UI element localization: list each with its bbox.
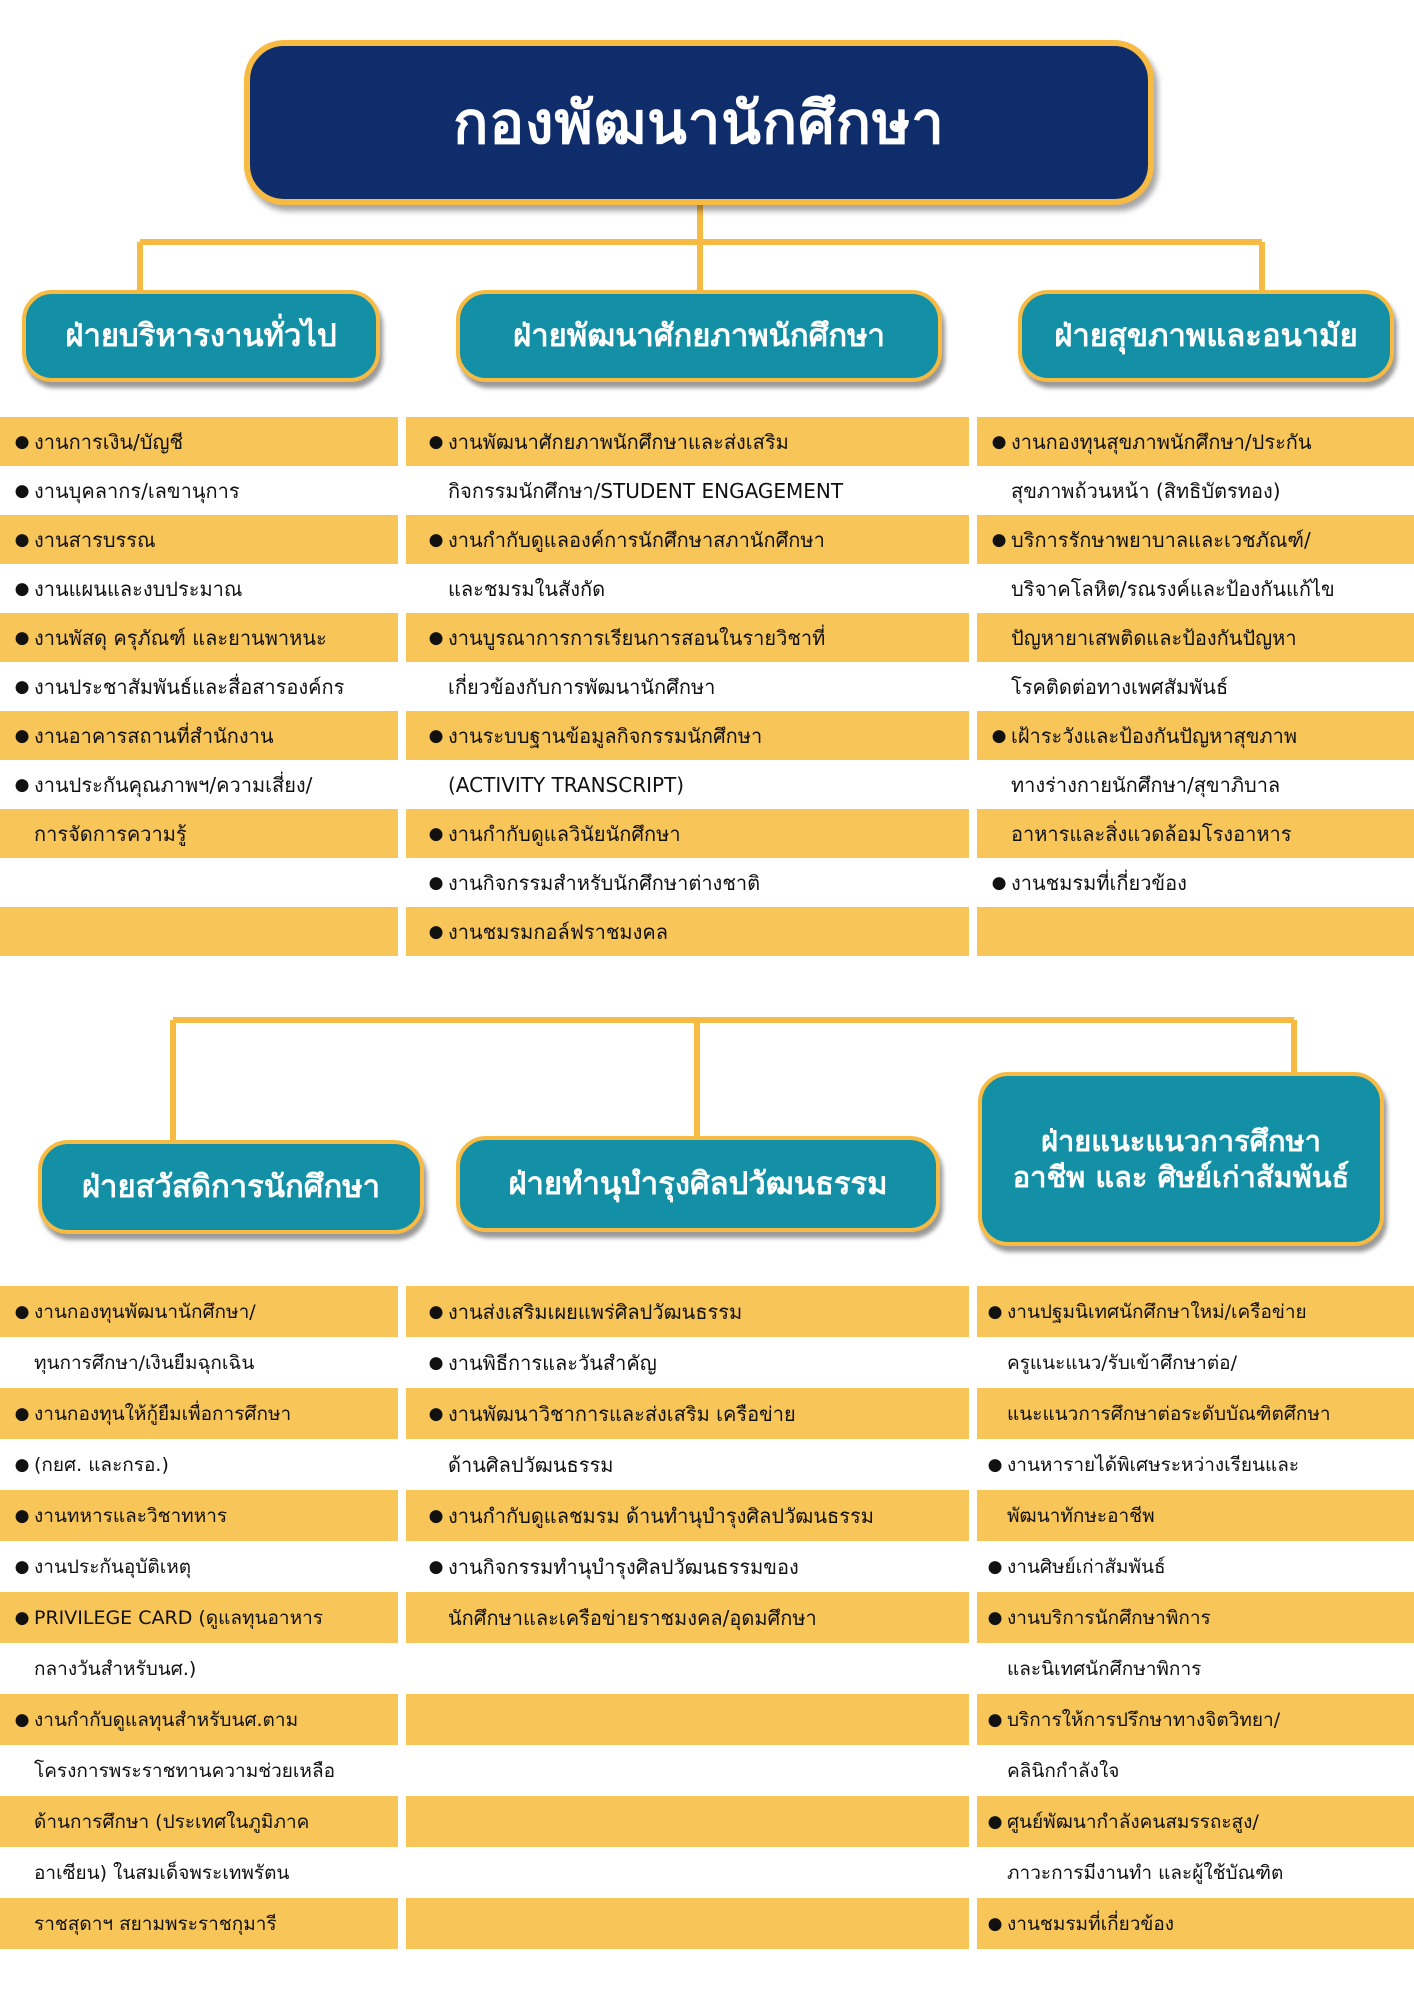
list-item-text: งานกำกับดูแลวินัยนักศึกษา (448, 821, 681, 846)
list-item (977, 613, 1414, 662)
list-item (0, 1439, 398, 1490)
list-item-text: งานกำกับดูแลทุนสำหรับนศ.ตาม (34, 1708, 299, 1731)
bullet-icon: ● (987, 1709, 1003, 1730)
list-item (0, 858, 398, 907)
list-item (406, 907, 969, 956)
bullet-icon: ● (428, 1301, 444, 1322)
list-item (0, 809, 398, 858)
title-box (244, 40, 1154, 205)
bullet-icon: ● (428, 1352, 444, 1373)
bullet-icon: ● (14, 1403, 30, 1424)
list-item-text: ด้านศิลปวัฒนธรรม (448, 1452, 614, 1477)
bullet-icon: ● (991, 529, 1007, 550)
list-item (0, 1898, 398, 1949)
list-item-text: โครงการพระราชทานความช่วยเหลือ (34, 1759, 336, 1782)
bullet-icon: ● (987, 1811, 1003, 1832)
list-item-text: แนะแนวการศึกษาต่อระดับบัณฑิตศึกษา (1007, 1402, 1331, 1425)
list-item-text: การจัดการความรู้ (34, 821, 187, 846)
list-item-text: ราชสุดาฯ สยามพระราชกุมารี (34, 1912, 277, 1935)
list-item-text: งานทหารและวิชาทหาร (34, 1504, 228, 1527)
list-item-text: ศูนย์พัฒนากำลังคนสมรรถะสูง/ (1007, 1810, 1259, 1833)
list-item (977, 564, 1414, 613)
bullet-icon: ● (14, 480, 30, 501)
list-item (977, 1439, 1414, 1490)
list-item-text: งานพัฒนาศักยภาพนักศึกษาและส่งเสริม (448, 429, 789, 454)
list-item-text: งานกองทุนให้กู้ยืมเพื่อการศึกษา (34, 1402, 292, 1425)
division-header-student-welfare (38, 1140, 424, 1234)
bullet-icon: ● (428, 627, 444, 648)
list-item (0, 1643, 398, 1694)
bullet-icon: ● (14, 1505, 30, 1526)
list-item (0, 662, 398, 711)
list-item-text: อาเซียน) ในสมเด็จพระเทพรัตน (34, 1861, 290, 1884)
division-header-label: ฝ่ายสุขภาพและอนามัย (1054, 317, 1358, 354)
list-item (977, 1898, 1414, 1949)
list-item (406, 809, 969, 858)
list-item (977, 662, 1414, 711)
bullet-icon: ● (14, 1454, 30, 1475)
list-item (977, 809, 1414, 858)
bullet-icon: ● (14, 578, 30, 599)
bullet-icon: ● (14, 725, 30, 746)
list-item-text: งานระบบฐานข้อมูลกิจกรรมนักศึกษา (448, 723, 763, 748)
list-item (977, 1745, 1414, 1796)
list-item-text: (กยศ. และกรอ.) (34, 1453, 169, 1476)
list-item (406, 1694, 969, 1745)
list-item (977, 1541, 1414, 1592)
list-item-text: ด้านการศึกษา (ประเทศในภูมิภาค (34, 1810, 310, 1833)
list-item (406, 613, 969, 662)
division-items-health (977, 417, 1414, 956)
bullet-icon: ● (14, 529, 30, 550)
list-item (406, 417, 969, 466)
list-item (0, 613, 398, 662)
list-item (977, 417, 1414, 466)
list-item-text: นักศึกษาและเครือข่ายราชมงคล/อุดมศึกษา (448, 1605, 817, 1630)
list-item (406, 1286, 969, 1337)
list-item-text: คลินิกกำลังใจ (1007, 1759, 1120, 1782)
bullet-icon: ● (14, 1709, 30, 1730)
bullet-icon: ● (991, 872, 1007, 893)
bullet-icon: ● (987, 1556, 1003, 1577)
bullet-icon: ● (987, 1913, 1003, 1934)
list-item (406, 1490, 969, 1541)
list-item-text: ปัญหายาเสพติดและป้องกันปัญหา (1011, 625, 1297, 650)
division-items-general-admin (0, 417, 398, 956)
list-item-text: งานกิจกรรมสำหรับนักศึกษาต่างชาติ (448, 870, 761, 895)
bullet-icon: ● (14, 627, 30, 648)
list-item-text: งานพิธีการและวันสำคัญ (448, 1350, 657, 1375)
division-items-guidance-alumni (977, 1286, 1414, 1949)
list-item-text: งานประกันคุณภาพฯ/ความเสี่ยง/ (34, 772, 313, 797)
list-item (0, 1745, 398, 1796)
list-item (0, 711, 398, 760)
list-item-text: ทุนการศึกษา/เงินยืมฉุกเฉิน (34, 1351, 255, 1374)
bullet-icon: ● (428, 823, 444, 844)
list-item (0, 1388, 398, 1439)
list-item (406, 466, 969, 515)
bullet-icon: ● (428, 1556, 444, 1577)
list-item (0, 1847, 398, 1898)
list-item (0, 515, 398, 564)
list-item-text: เฝ้าระวังและป้องกันปัญหาสุขภาพ (1011, 723, 1298, 748)
bullet-icon: ● (428, 1403, 444, 1424)
bullet-icon: ● (14, 1301, 30, 1322)
list-item-text: อาหารและสิ่งแวดล้อมโรงอาหาร (1011, 821, 1292, 846)
division-header-label: ฝ่ายพัฒนาศักยภาพนักศึกษา (513, 317, 885, 354)
list-item (977, 907, 1414, 956)
list-item-text: บริการให้การปรึกษาทางจิตวิทยา/ (1007, 1708, 1281, 1731)
list-item (0, 417, 398, 466)
list-item (406, 711, 969, 760)
list-item (406, 1439, 969, 1490)
list-item-text: ทางร่างกายนักศึกษา/สุขาภิบาล (1011, 772, 1281, 797)
division-header-arts-culture (456, 1136, 940, 1232)
division-header-health (1018, 290, 1394, 382)
list-item-text: ภาวะการมีงานทำ และผู้ใช้บัณฑิต (1007, 1861, 1284, 1884)
list-item (406, 760, 969, 809)
bullet-icon: ● (987, 1454, 1003, 1475)
list-item (977, 515, 1414, 564)
list-item-text: งานชมรมที่เกี่ยวข้อง (1007, 1912, 1175, 1935)
list-item-text: งานพัสดุ ครุภัณฑ์ และยานพาหนะ (34, 625, 327, 650)
list-item-text: กลางวันสำหรับนศ.) (34, 1657, 197, 1680)
list-item-text: งานกำกับดูแลชมรม ด้านทำนุบำรุงศิลปวัฒนธรรม (448, 1503, 874, 1528)
list-item-text: งานกำกับดูแลองค์การนักศึกษาสภานักศึกษา (448, 527, 825, 552)
bullet-icon: ● (14, 774, 30, 795)
list-item (0, 564, 398, 613)
list-item (406, 515, 969, 564)
list-item (406, 1847, 969, 1898)
list-item-text: สุขภาพถ้วนหน้า (สิทธิบัตรทอง) (1011, 478, 1281, 503)
bullet-icon: ● (428, 872, 444, 893)
list-item (977, 466, 1414, 515)
page-title: กองพัฒนานักศึกษา (453, 89, 945, 157)
list-item (0, 1592, 398, 1643)
list-item (406, 1388, 969, 1439)
list-item (977, 858, 1414, 907)
list-item (977, 1592, 1414, 1643)
bullet-icon: ● (14, 431, 30, 452)
bullet-icon: ● (987, 1301, 1003, 1322)
bullet-icon: ● (14, 1607, 30, 1628)
division-header-general-admin (22, 290, 380, 382)
list-item-text: งานชมรมกอล์ฟราชมงคล (448, 919, 669, 944)
list-item-text: งานบริการนักศึกษาพิการ (1007, 1606, 1211, 1629)
division-header-label: ฝ่ายทำนุบำรุงศิลปวัฒนธรรม (508, 1165, 888, 1202)
list-item-text: งานแผนและงบประมาณ (34, 576, 243, 601)
list-item (406, 1796, 969, 1847)
bullet-icon: ● (987, 1607, 1003, 1628)
list-item (977, 1847, 1414, 1898)
list-item (406, 1592, 969, 1643)
list-item (0, 907, 398, 956)
list-item (0, 1541, 398, 1592)
list-item-text: งานการเงิน/บัญชี (34, 429, 184, 454)
list-item-text: ครูแนะแนว/รับเข้าศึกษาต่อ/ (1007, 1351, 1237, 1374)
division-header-label: ฝ่ายสวัสดิการนักศึกษา (81, 1168, 381, 1205)
list-item-text: งานสารบรรณ (34, 527, 156, 552)
list-item (977, 1490, 1414, 1541)
list-item-text: งานปฐมนิเทศนักศึกษาใหม่/เครือข่าย (1007, 1300, 1307, 1323)
bullet-icon: ● (428, 1505, 444, 1526)
list-item-text: งานศิษย์เก่าสัมพันธ์ (1007, 1555, 1166, 1578)
list-item-text: งานกองทุนพัฒนานักศึกษา/ (34, 1300, 256, 1323)
list-item-text: งานพัฒนาวิชาการและส่งเสริม เครือข่าย (448, 1401, 796, 1426)
division-items-student-potential (406, 417, 969, 956)
list-item (406, 1745, 969, 1796)
list-item (977, 711, 1414, 760)
division-header-label: อาชีพ และ ศิษย์เก่าสัมพันธ์ (1012, 1160, 1350, 1194)
list-item (406, 662, 969, 711)
list-item-text: บริการรักษาพยาบาลและเวชภัณฑ์/ (1011, 527, 1311, 552)
bullet-icon: ● (14, 676, 30, 697)
list-item-text: (ACTIVITY TRANSCRIPT) (448, 772, 685, 797)
list-item (977, 1694, 1414, 1745)
list-item-text: งานประกันอุบัติเหตุ (34, 1555, 192, 1578)
bullet-icon: ● (428, 431, 444, 452)
list-item-text: กิจกรรมนักศึกษา/STUDENT ENGAGEMENT (448, 478, 844, 503)
list-item-text: และชมรมในสังกัด (448, 576, 606, 601)
list-item (977, 1337, 1414, 1388)
list-item-text: งานชมรมที่เกี่ยวข้อง (1011, 870, 1187, 895)
list-item (0, 1694, 398, 1745)
division-items-student-welfare (0, 1286, 398, 1949)
bullet-icon: ● (428, 529, 444, 550)
list-item (406, 1898, 969, 1949)
bullet-icon: ● (428, 921, 444, 942)
list-item (977, 1388, 1414, 1439)
list-item (406, 1337, 969, 1388)
bullet-icon: ● (428, 725, 444, 746)
division-header-student-potential (456, 290, 942, 382)
list-item-text: และนิเทศนักศึกษาพิการ (1007, 1657, 1202, 1680)
list-item (0, 1796, 398, 1847)
list-item-text: เกี่ยวข้องกับการพัฒนานักศึกษา (448, 674, 716, 699)
list-item (406, 858, 969, 907)
division-header-guidance-alumni (978, 1072, 1384, 1246)
list-item (977, 1643, 1414, 1694)
list-item (0, 1286, 398, 1337)
list-item-text: บริจาคโลหิต/รณรงค์และป้องกันแก้ไข (1011, 576, 1335, 601)
list-item (977, 1796, 1414, 1847)
list-item (0, 760, 398, 809)
list-item (977, 1286, 1414, 1337)
list-item (977, 760, 1414, 809)
division-items-arts-culture (406, 1286, 969, 1949)
list-item (0, 1337, 398, 1388)
division-header-label: ฝ่ายบริหารงานทั่วไป (65, 317, 337, 354)
bullet-icon: ● (991, 431, 1007, 452)
list-item-text: งานกองทุนสุขภาพนักศึกษา/ประกัน (1011, 429, 1312, 454)
list-item-text: PRIVILEGE CARD (ดูแลทุนอาหาร (34, 1606, 323, 1629)
list-item-text: งานประชาสัมพันธ์และสื่อสารองค์กร (34, 674, 345, 699)
list-item-text: งานอาคารสถานที่สำนักงาน (34, 723, 274, 748)
list-item (0, 1490, 398, 1541)
division-header-label: ฝ่ายแนะแนวการศึกษา (1041, 1123, 1321, 1158)
list-item-text: งานหารายได้พิเศษระหว่างเรียนและ (1007, 1453, 1300, 1476)
list-item-text: งานส่งเสริมเผยแพร่ศิลปวัฒนธรรม (448, 1299, 743, 1324)
list-item-text: โรคติดต่อทางเพศสัมพันธ์ (1011, 674, 1229, 699)
list-item (406, 1643, 969, 1694)
list-item-text: พัฒนาทักษะอาชีพ (1007, 1504, 1155, 1527)
bullet-icon: ● (14, 1556, 30, 1577)
bullet-icon: ● (991, 725, 1007, 746)
list-item (0, 466, 398, 515)
list-item-text: งานบูรณาการการเรียนการสอนในรายวิชาที่ (448, 625, 826, 650)
list-item (406, 564, 969, 613)
list-item (406, 1541, 969, 1592)
list-item-text: งานกิจกรรมทำนุบำรุงศิลปวัฒนธรรมของ (448, 1554, 799, 1579)
list-item-text: งานบุคลากร/เลขานุการ (34, 478, 240, 503)
